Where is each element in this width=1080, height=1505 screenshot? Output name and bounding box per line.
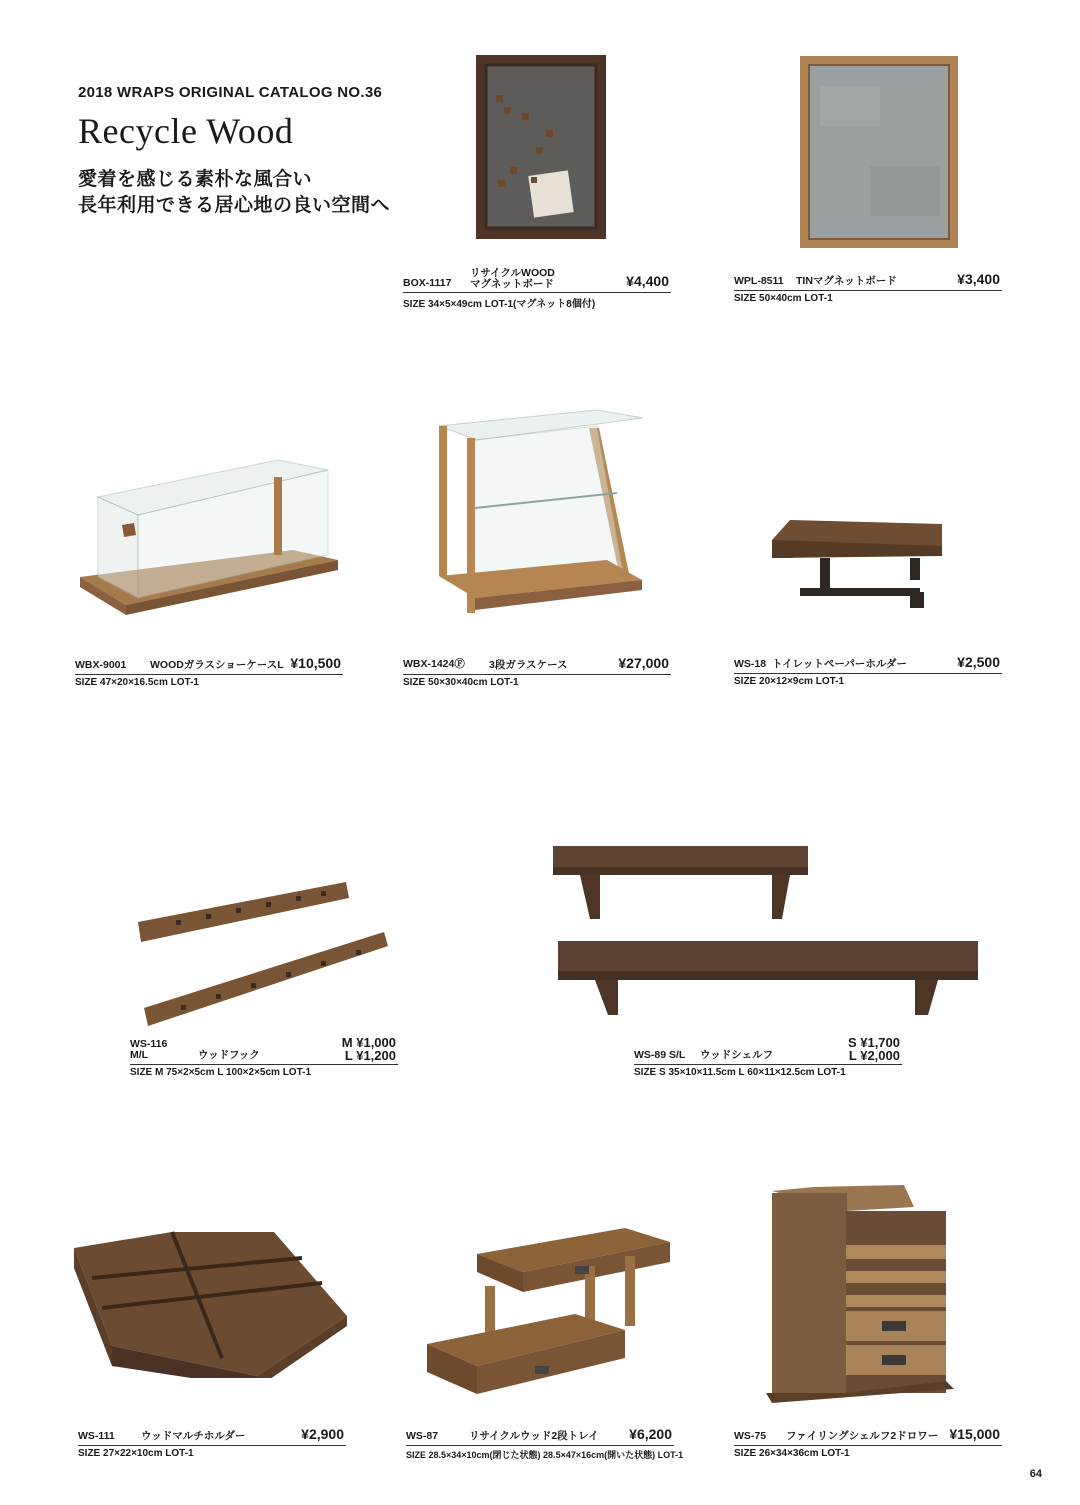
product-name: TINマグネットボード <box>796 275 897 287</box>
product-ws-75 <box>734 1417 1002 1459</box>
wood-shelf-image <box>550 843 982 1018</box>
product-code: WS-75 <box>734 1430 767 1442</box>
product-code: WS-116 M/L <box>130 1038 168 1061</box>
product-code: WS-87 <box>406 1430 439 1442</box>
product-code: WS-111 <box>78 1430 115 1442</box>
page-title: Recycle Wood <box>78 111 294 151</box>
product-ws-116 <box>130 1036 398 1078</box>
product-wbx-9001 <box>75 646 343 688</box>
wood-hook-image <box>136 880 391 1032</box>
product-size: SIZE 50×30×40cm LOT-1 <box>403 677 519 688</box>
product-name: ファイリングシェルフ2ドロワー <box>786 1430 939 1442</box>
product-name: トイレットペーパーホルダー <box>772 658 907 670</box>
product-code: WBX-1424Ⓕ <box>403 658 465 670</box>
product-code: WPL-8511 <box>734 275 784 287</box>
product-name: リサイクルウッド2段トレイ <box>469 1430 599 1442</box>
product-code: WS-89 S/L <box>634 1049 686 1061</box>
product-size: SIZE M 75×2×5cm L 100×2×5cm LOT-1 <box>130 1067 312 1078</box>
product-size: SIZE 34×5×49cm LOT-1(マグネット8個付) <box>403 299 596 310</box>
product-size: SIZE 28.5×34×10cm(閉じた状態) 28.5×47×16cm(開いた状態) LOT-1 <box>406 1450 684 1460</box>
catalog-label: 2018 WRAPS ORIGINAL CATALOG NO.36 <box>78 84 383 101</box>
product-ws-18 <box>734 645 1002 687</box>
tagline-1: 愛着を感じる素朴な風合い <box>78 169 313 190</box>
product-price: ¥10,500 <box>290 655 341 671</box>
product-ws-87 <box>406 1417 684 1461</box>
magnet-board-image <box>476 55 606 239</box>
product-name: ウッドシェルフ <box>700 1049 774 1061</box>
tagline-2: 長年利用できる居心地の良い空間へ <box>78 195 391 216</box>
three-tier-glass-case-image <box>437 408 645 618</box>
product-wpl-8511 <box>734 262 1002 304</box>
product-price: M ¥1,000 L ¥1,200 <box>341 1035 396 1063</box>
product-price: ¥15,000 <box>949 1426 1000 1442</box>
product-price: ¥6,200 <box>629 1426 672 1442</box>
product-price: ¥4,400 <box>626 273 669 289</box>
product-price: ¥3,400 <box>957 271 1000 287</box>
product-size: SIZE 20×12×9cm LOT-1 <box>734 676 845 687</box>
product-ws-89 <box>634 1036 902 1078</box>
toilet-paper-holder-image <box>770 518 945 610</box>
product-name: 3段ガラスケース <box>489 659 568 671</box>
product-price: ¥27,000 <box>618 655 669 671</box>
product-code: WBX-9001 <box>75 659 127 671</box>
product-name: リサイクルWOOD マグネットボード <box>470 267 555 290</box>
product-size: SIZE 26×34×36cm LOT-1 <box>734 1448 850 1459</box>
product-name: WOODガラスショーケースL <box>150 659 284 671</box>
product-size: SIZE 27×22×10cm LOT-1 <box>78 1448 194 1459</box>
product-size: SIZE S 35×10×11.5cm L 60×11×12.5cm LOT-1 <box>634 1067 846 1078</box>
page-number: 64 <box>1029 1468 1042 1480</box>
product-wbx-1424 <box>403 646 671 688</box>
product-box-1117 <box>403 264 671 310</box>
product-size: SIZE 47×20×16.5cm LOT-1 <box>75 677 199 688</box>
product-price: ¥2,500 <box>957 654 1000 670</box>
wood-multi-holder-image <box>72 1228 352 1378</box>
product-code: WS-18 <box>734 658 767 670</box>
two-tier-tray-image <box>425 1226 675 1404</box>
product-ws-111 <box>78 1417 346 1459</box>
glass-showcase-image <box>78 455 340 615</box>
product-size: SIZE 50×40cm LOT-1 <box>734 293 833 304</box>
product-code: BOX-1117 <box>403 277 452 289</box>
product-name: ウッドフック <box>198 1049 260 1061</box>
product-name: ウッドマルチホルダー <box>141 1430 246 1442</box>
filing-shelf-image <box>764 1185 954 1403</box>
product-price: ¥2,900 <box>301 1426 344 1442</box>
product-price: S ¥1,700 L ¥2,000 <box>847 1035 900 1063</box>
tin-board-image <box>800 56 958 248</box>
